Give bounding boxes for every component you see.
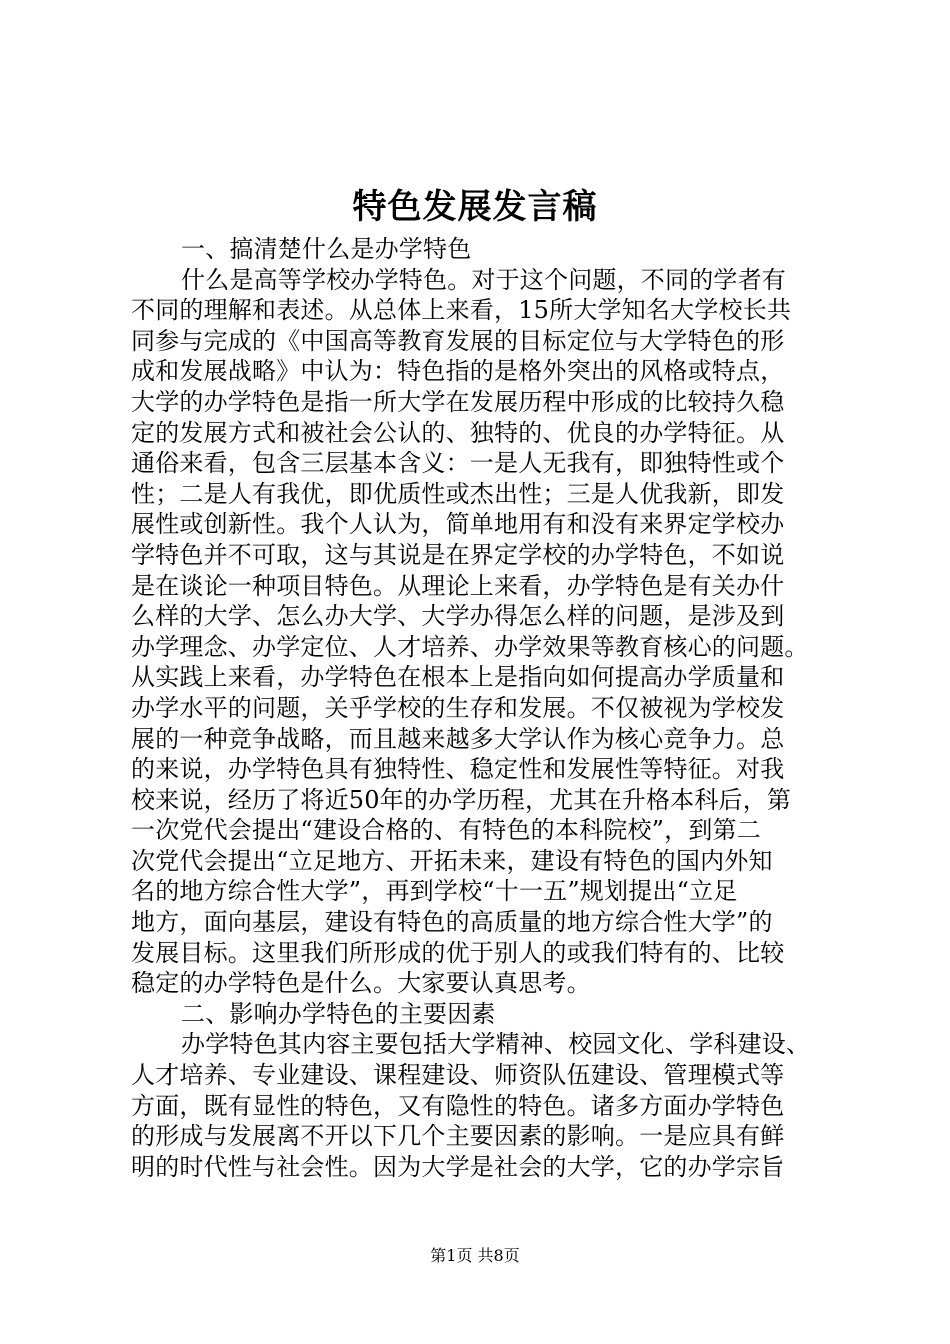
paragraph-line: 次党代会提出“立足地方、开拓未来，建设有特色的国内外知 <box>131 846 773 875</box>
page-footer: 第1页 共8页 <box>430 1246 520 1265</box>
paragraph-line: 的来说，办学特色具有独特性、稳定性和发展性等特征。对我 <box>131 755 785 784</box>
section-heading: 二、影响办学特色的主要因素 <box>181 999 496 1028</box>
paragraph-line: 的形成与发展离不开以下几个主要因素的影响。一是应具有鲜 <box>131 1122 785 1151</box>
paragraph-line: 什么是高等学校办学特色。对于这个问题，不同的学者有 <box>181 265 786 294</box>
paragraph-line: 是在谈论一种项目特色。从理论上来看，办学特色是有关办什 <box>131 571 785 600</box>
document-title: 特色发展发言稿 <box>352 187 598 227</box>
paragraph-line: 展的一种竞争战略，而且越来越多大学认作为核心竞争力。总 <box>131 724 785 753</box>
paragraph-line: 稳定的办学特色是什么。大家要认真思考。 <box>131 969 591 998</box>
paragraph-line: 名的地方综合性大学”，再到学校“十一五”规划提出“立足 <box>131 877 738 906</box>
paragraph-line: 么样的大学、怎么办大学、大学办得怎么样的问题，是涉及到 <box>131 602 785 631</box>
paragraph-line: 一次党代会提出“建设合格的、有特色的本科院校”，到第二 <box>131 816 761 845</box>
paragraph-line: 明的时代性与社会性。因为大学是社会的大学，它的办学宗旨 <box>131 1152 785 1181</box>
paragraph-line: 人才培养、专业建设、课程建设、师资队伍建设、管理模式等 <box>131 1061 785 1090</box>
paragraph-line: 办学水平的问题，关乎学校的生存和发展。不仅被视为学校发 <box>131 693 785 722</box>
paragraph-line: 成和发展战略》中认为：特色指的是格外突出的风格或特点， <box>131 357 785 386</box>
paragraph-line: 通俗来看，包含三层基本含义：一是人无我有，即独特性或个 <box>131 449 785 478</box>
paragraph-line: 从实践上来看，办学特色在根本上是指向如何提高办学质量和 <box>131 663 785 692</box>
paragraph-line: 办学理念、办学定位、人才培养、办学效果等教育核心的问题。 <box>131 632 809 661</box>
document-body <box>131 234 851 1182</box>
paragraph-line: 性；二是人有我优，即优质性或杰出性；三是人优我新，即发 <box>131 479 785 508</box>
paragraph-line: 学特色并不可取，这与其说是在界定学校的办学特色，不如说 <box>131 540 785 569</box>
paragraph-line: 不同的理解和表述。从总体上来看，15所大学知名大学校长共 <box>131 296 792 325</box>
paragraph-line: 同参与完成的《中国高等教育发展的目标定位与大学特色的形 <box>131 326 785 355</box>
paragraph-line: 校来说，经历了将近50年的办学历程，尤其在升格本科后，第 <box>131 785 792 814</box>
section-heading: 一、搞清楚什么是办学特色 <box>181 235 472 263</box>
paragraph-line: 展性或创新性。我个人认为，简单地用有和没有来界定学校办 <box>131 510 785 539</box>
paragraph-line: 定的发展方式和被社会公认的、独特的、优良的办学特征。从 <box>131 418 785 447</box>
paragraph-line: 地方，面向基层，建设有特色的高质量的地方综合性大学”的 <box>131 908 773 937</box>
paragraph-line: 方面，既有显性的特色，又有隐性的特色。诸多方面办学特色 <box>131 1091 785 1120</box>
paragraph-line: 大学的办学特色是指一所大学在发展历程中形成的比较持久稳 <box>131 387 785 416</box>
paragraph-line: 办学特色其内容主要包括大学精神、校园文化、学科建设、 <box>181 1030 811 1059</box>
paragraph-line: 发展目标。这里我们所形成的优于别人的或我们特有的、比较 <box>131 938 785 967</box>
